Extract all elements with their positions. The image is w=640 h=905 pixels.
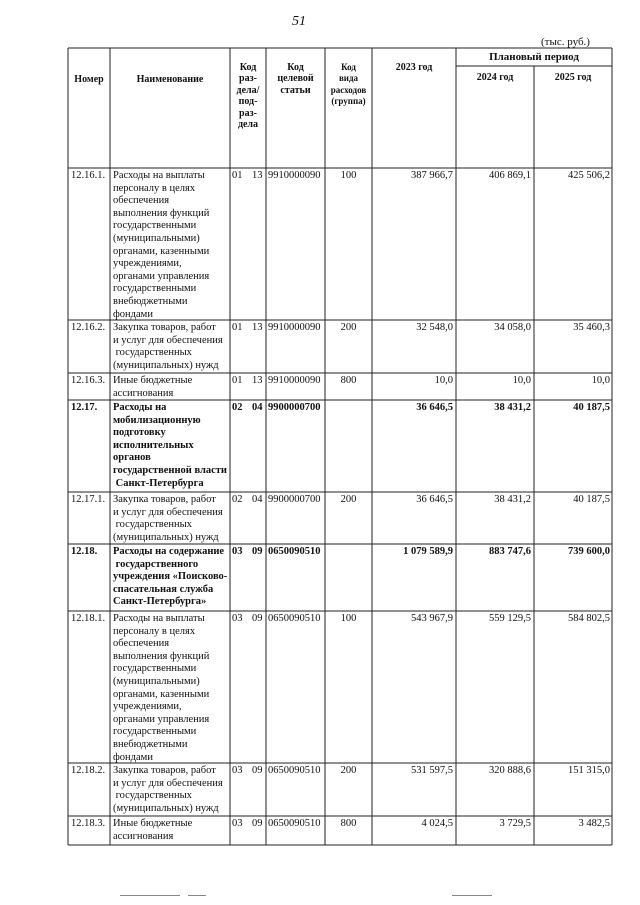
row-2025: 584 802,5 [568,613,610,624]
header-2024: 2024 год [476,72,514,83]
row-name: Расходы на выплаты персоналу в целях обеспечения выполнения функций государственными (муниципальными) органами, казенными учреждениями, органами управления государственными внебюджетными фондами [113,170,210,320]
row-razdel: 01 [232,375,243,386]
row-2024: 38 431,2 [494,494,531,505]
row-name: Иные бюджетные ассигнования [113,375,193,399]
row-vid: 200 [340,494,357,505]
page-number: 51 [292,14,306,29]
row-name: Иные бюджетные ассигнования [113,818,193,842]
row-nomer: 12.16.3. [71,375,106,386]
row-tselevaya: 9910000090 [268,322,321,333]
row-razdel: 03 [232,818,243,829]
row-name: Закупка товаров, работ и услуг для обеспечения государственных (муниципальных) нужд [113,322,223,371]
row-2023: 387 966,7 [411,170,453,181]
row-razdel: 01 [232,322,243,333]
row-2023: 10,0 [434,375,453,386]
row-name: Расходы на выплаты персоналу в целях обеспечения выполнения функций государственными (муниципальными) органами, казенными учреждениями, органами управления государственными внебюджетными фондами [113,613,210,763]
scan-artifact-line [120,895,180,896]
header-2023: 2023 год [395,62,433,73]
row-tselevaya: 0650090510 [268,613,321,624]
header-kod-vida-rashodov: Код вида расходов (группа) [330,62,367,107]
row-2024: 38 431,2 [494,402,531,413]
row-vid: 200 [340,322,357,333]
scan-artifact-line [452,895,492,896]
row-nomer: 12.18.2. [71,765,106,776]
row-tselevaya: 9910000090 [268,375,321,386]
row-vid: 800 [340,375,357,386]
header-nomer: Номер [74,74,104,85]
row-2023: 1 079 589,9 [403,546,453,557]
row-podrazdel: 13 [252,375,263,386]
row-name: Закупка товаров, работ и услуг для обеспечения государственных (муниципальных) нужд [113,494,223,543]
row-2025: 40 187,5 [573,402,610,413]
row-2025: 35 460,3 [573,322,610,333]
row-2024: 34 058,0 [494,322,531,333]
row-tselevaya: 0650090510 [268,818,321,829]
row-podrazdel: 09 [252,546,263,557]
row-tselevaya: 9900000700 [268,402,321,413]
row-razdel: 03 [232,765,243,776]
row-vid: 100 [340,613,357,624]
header-plan-period: Плановый период [489,51,579,63]
row-nomer: 12.18. [71,546,98,557]
row-razdel: 03 [232,613,243,624]
row-2023: 543 967,9 [411,613,453,624]
row-2023: 531 597,5 [411,765,453,776]
row-nomer: 12.17. [71,402,98,413]
row-2025: 425 506,2 [568,170,610,181]
row-2024: 320 888,6 [489,765,531,776]
header-2025: 2025 год [554,72,592,83]
header-kod-razdela: Код раз- дела/ под- раз- дела [236,62,260,131]
row-2024: 559 129,5 [489,613,531,624]
row-podrazdel: 09 [252,613,263,624]
row-2023: 36 646,5 [416,402,453,413]
row-2024: 10,0 [512,375,531,386]
row-name: Расходы на мобилизационную подготовку исполнительных органов государственной власти Санкт-Петербурга [113,402,227,489]
header-naimenovanie: Наименование [136,74,204,85]
row-2024: 3 729,5 [499,818,531,829]
row-tselevaya: 9900000700 [268,494,321,505]
row-nomer: 12.18.3. [71,818,106,829]
units-label: (тыс. руб.) [541,36,590,48]
row-nomer: 12.18.1. [71,613,106,624]
row-razdel: 02 [232,494,243,505]
row-podrazdel: 09 [252,765,263,776]
row-tselevaya: 0650090510 [268,546,321,557]
row-razdel: 01 [232,170,243,181]
row-podrazdel: 04 [252,402,263,413]
row-2023: 36 646,5 [416,494,453,505]
row-razdel: 03 [232,546,243,557]
scan-artifact-line [188,895,206,896]
row-name: Расходы на содержание государственного учреждения «Поисково- спасательная служба Санкт-Петербурга» [113,546,228,608]
row-podrazdel: 13 [252,170,263,181]
header-kod-tselevoy-stati: Код целевой статьи [277,62,314,96]
row-2025: 151 315,0 [568,765,610,776]
row-tselevaya: 0650090510 [268,765,321,776]
row-name: Закупка товаров, работ и услуг для обеспечения государственных (муниципальных) нужд [113,765,223,814]
row-vid: 800 [340,818,357,829]
row-podrazdel: 04 [252,494,263,505]
row-podrazdel: 13 [252,322,263,333]
row-podrazdel: 09 [252,818,263,829]
row-2023: 32 548,0 [416,322,453,333]
row-vid: 100 [340,170,357,181]
row-razdel: 02 [232,402,243,413]
row-2025: 3 482,5 [578,818,610,829]
row-nomer: 12.16.2. [71,322,106,333]
row-2025: 40 187,5 [573,494,610,505]
row-vid: 200 [340,765,357,776]
row-2025: 739 600,0 [568,546,610,557]
row-2024: 406 869,1 [489,170,531,181]
row-tselevaya: 9910000090 [268,170,321,181]
row-2023: 4 024,5 [421,818,453,829]
row-nomer: 12.16.1. [71,170,106,181]
row-2025: 10,0 [591,375,610,386]
row-nomer: 12.17.1. [71,494,106,505]
row-2024: 883 747,6 [489,546,531,557]
